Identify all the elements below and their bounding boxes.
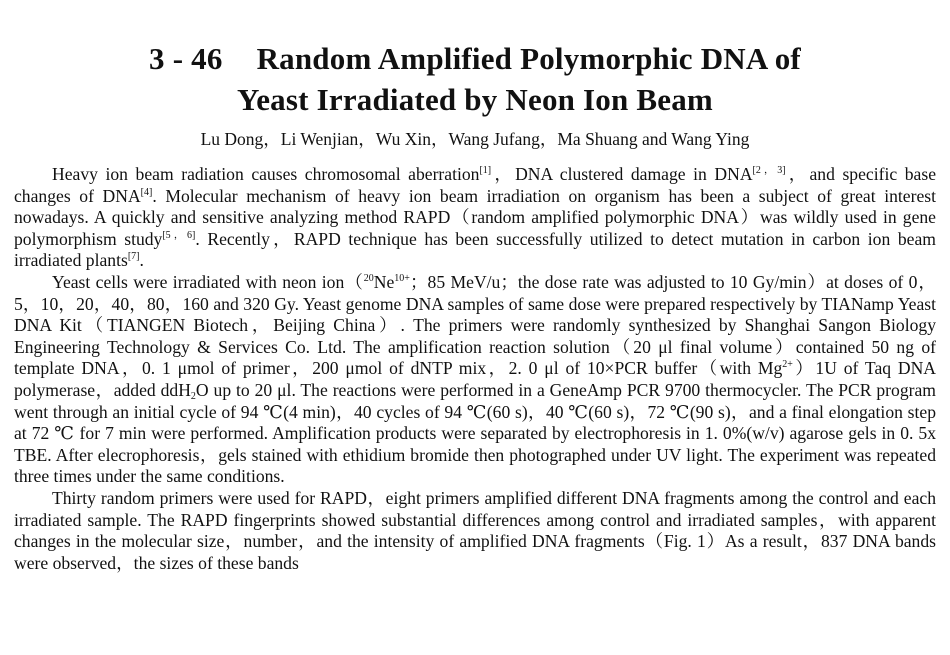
citation-4: [5，6] <box>162 229 196 241</box>
body-text <box>14 164 936 574</box>
paragraph-1 <box>14 164 936 272</box>
citation-5: [7] <box>127 251 140 263</box>
paragraph-3 <box>14 488 936 574</box>
p1-text-2: ，DNA clustered damage in DNA <box>491 164 753 184</box>
p3-text-1: Thirty random primers were used for RAPD，eight primers amplified different DNA fragments among the control and each irradiated sample. The RAPD fingerprints showed substantial differences among control and irradiated samples，with apparent changes in the molecular size，number，and the intensity of amplified DNA fragments（Fig. 1）As a result，837 DNA bands were observed，the sizes of these bands <box>14 487 936 573</box>
title-line-1 <box>0 38 950 79</box>
neon-charge: 10+ <box>394 272 410 284</box>
section-number: 3 - 46 <box>149 41 223 76</box>
paragraph-2 <box>14 272 936 488</box>
neon-symbol: Ne <box>373 271 395 292</box>
mg-charge: 2+ <box>782 359 793 371</box>
p1-text-1: Heavy ion beam radiation causes chromosomal aberration <box>52 164 480 184</box>
p2-text-3: ）1U of Taq DNA polymerase，added ddH <box>14 358 937 400</box>
author-list: Lu Dong，Li Wenjian，Wu Xin，Wang Jufang，Ma Shuang and Wang Ying <box>200 129 750 149</box>
citation-2: [2，3] <box>752 165 786 176</box>
p1-text-5: . Recently，RAPD technique has been successfully utilized to detect mutation in carbon ion beam irradiated plants <box>14 228 936 271</box>
p1-text-4: . Molecular mechanism of heavy ion beam irradiation on organism has been a subject of great interest nowadays. A quickly and sensitive analyzing method RAPD（random amplified polymorphic DNA）was wildly used in gene polymorphism study <box>14 185 937 249</box>
neon-mass-number: 20 <box>363 272 374 284</box>
h2-subscript: 2 <box>190 390 196 402</box>
p2-text-2: ；85 MeV/u；the dose rate was adjusted to 10 Gy/min）at doses of 0，5，10，20，40，80，160 and 320 Gy. Yeast genome DNA samples of same dose were prepared respectively by TIANamp Yeast DNA Kit（TIANGEN Biotech，Beijing China）. The primers were randomly synthesized by Shanghai Sangon Biology Engineering Technology & Services Co. Ltd. The amplification reaction solution（20 μl final volume）contained 50 ng of template DNA，0. 1 μmol of primer，200 μmol of dNTP mix，2. 0 μl of 10×PCR buffer（with Mg <box>14 271 936 379</box>
citation-1: [1] <box>479 165 492 176</box>
p1-text-3: ，and specific base changes of DNA <box>14 164 937 206</box>
p1-text-6: . <box>139 250 144 271</box>
paper-title <box>0 38 950 120</box>
title-text-1: Random Amplified Polymorphic DNA of <box>256 41 801 76</box>
citation-3: [4] <box>140 186 153 198</box>
p2-text-4: O up to 20 μl. The reactions were performed in a GeneAmp PCR 9700 thermocycler. The PCR program went through an initial cycle of 94 ℃(4 min)，40 cycles of 94 ℃(60 s)，40 ℃(60 s)，72 ℃(90 s)，and a final elongation step at 72 ℃ for 7 min were performed. Amplification products were separated by electrophoresis in 1. 0%(w/v) agarose gels in 0. 5x TBE. After elecrophoresis，gels stained with ethidium bromide then photographed under UV light. The experiment was repeated three times under the same conditions. <box>14 379 936 487</box>
title-line-2: Yeast Irradiated by Neon Ion Beam <box>237 82 713 117</box>
p2-text-1: Yeast cells were irradiated with neon ion（ <box>52 271 364 292</box>
